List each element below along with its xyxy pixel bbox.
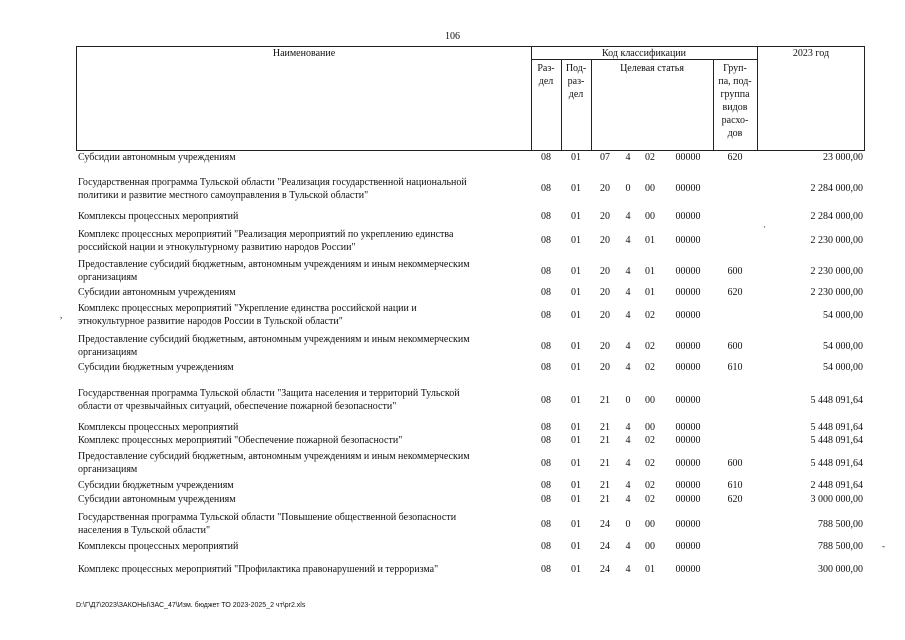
header-group: Груп- па, под- группа видов расхо- дов [718,63,752,139]
target-code-direction: 00000 [675,287,701,298]
target-code-type: 4 [625,362,631,373]
file-path-footer: D:\Г\Д7\2023\ЗАКОНЫ\ЗАС_47\Изм. бюджет ТО 2023-2025_2 чт\pr2.xls [76,602,306,609]
target-code-program: 20 [600,362,610,373]
row-name: Комплексы процессных мероприятий [78,421,239,433]
amount-2023: 2 284 000,00 [810,210,863,222]
section-code: 08 [541,309,551,321]
amount-2023: 5 448 091,64 [810,457,863,469]
expense-group-code: 620 [727,494,743,505]
amount-2023: 23 000,00 [823,152,863,163]
row-name: Субсидии автономным учреждениям [78,152,236,163]
row-name: Предоставление субсидий бюджетным, автономным учреждениям и иным некоммерческим организациям [78,259,470,283]
table-row [76,331,865,361]
row-name: Предоставление субсидий бюджетным, автономным учреждениям и иным некоммерческим организациям [78,451,470,475]
table-row [76,171,865,206]
amount-2023: 2 230 000,00 [810,235,863,246]
target-code-program: 21 [600,494,610,505]
section-code: 08 [541,340,551,352]
target-code-program: 24 [600,518,610,530]
row-name: Субсидии бюджетным учреждениям [78,480,234,491]
header-code-group: Код классификации [601,48,687,59]
target-code-direction: 00000 [675,394,701,406]
section-code: 08 [541,563,551,575]
section-code: 08 [541,394,551,406]
amount-2023: 2 448 091,64 [810,480,863,491]
subsection-code: 01 [571,340,581,352]
section-code: 08 [541,518,551,530]
target-code-program: 21 [600,435,610,446]
target-code-type: 4 [625,435,631,446]
table-row [76,301,865,329]
table-row [76,256,865,286]
section-code: 08 [541,235,551,246]
target-code-direction: 00000 [675,518,701,530]
row-name: Комплекс процессных мероприятий "Укрепление единства российской нации и этнокультурное развитие народов России в Тульской области" [78,303,417,327]
row-name: Государственная программа Тульской области "Защита населения и территорий Тульской области от чрезвычайных ситуаций, обеспечение пожарной безопасности" [78,388,460,412]
target-code-type: 4 [625,210,631,222]
amount-2023: 788 500,00 [818,541,863,552]
target-code-type: 0 [625,518,631,530]
expense-group-code [713,301,757,329]
subsection-code: 01 [571,362,581,373]
subsection-code: 01 [571,494,581,505]
subsection-code: 01 [571,518,581,530]
header-target-article: Целевая статья [620,63,684,74]
section-code: 08 [541,210,551,222]
target-code-direction: 00000 [675,152,701,163]
section-code: 08 [541,457,551,469]
target-code-subprogram: 00 [645,183,655,194]
expense-group-code [713,380,757,420]
section-code: 08 [541,183,551,194]
target-code-program: 20 [600,309,610,321]
expense-group-code: 610 [727,480,743,491]
target-code-direction: 00000 [675,563,701,575]
target-code-direction: 00000 [675,362,701,373]
target-code-subprogram: 01 [645,235,655,246]
amount-2023: 2 230 000,00 [810,265,863,277]
section-code: 08 [541,421,551,433]
row-name: Комплекс процессных мероприятий "Обеспечение пожарной безопасности" [78,435,403,446]
target-code-program: 20 [600,265,610,277]
row-name: Субсидии автономным учреждениям [78,494,236,505]
row-name: Субсидии автономным учреждениям [78,287,236,298]
target-code-type: 4 [625,457,631,469]
target-code-type: 4 [625,235,631,246]
target-code-type: 4 [625,309,631,321]
target-code-program: 21 [600,457,610,469]
amount-2023: 54 000,00 [823,340,863,352]
row-name: Комплекс процессных мероприятий "Реализация мероприятий по укреплению единства российской нации и этнокультурному развитию народов России" [78,228,454,253]
header-name: Наименование [272,48,336,59]
subsection-code: 01 [571,563,581,575]
row-name: Государственная программа Тульской области "Реализация государственной национальной политики и развитие местного самоуправления в Тульской области" [78,176,467,201]
expense-group-code: 620 [727,287,743,298]
target-code-type: 4 [625,421,631,433]
target-code-type: 4 [625,480,631,491]
target-code-type: 4 [625,494,631,505]
target-code-direction: 00000 [675,480,701,491]
expense-group-code [713,208,757,224]
expense-group-code [713,434,757,447]
table-row [76,434,865,447]
target-code-subprogram: 00 [645,518,655,530]
target-code-subprogram: 01 [645,287,655,298]
target-code-direction: 00000 [675,235,701,246]
header-divider [757,47,758,151]
section-code: 08 [541,152,551,163]
subsection-code: 01 [571,541,581,552]
section-code: 08 [541,362,551,373]
table-row [76,420,865,434]
target-code-type: 4 [625,265,631,277]
target-code-program: 07 [600,152,610,163]
target-code-subprogram: 02 [645,362,655,373]
target-code-subprogram: 00 [645,394,655,406]
expense-group-code: 600 [727,340,743,352]
amount-2023: 2 284 000,00 [810,183,863,194]
target-code-program: 20 [600,210,610,222]
target-code-program: 20 [600,183,610,194]
target-code-program: 24 [600,563,610,575]
amount-2023: 54 000,00 [823,309,863,321]
row-name: Предоставление субсидий бюджетным, автономным учреждениям и иным некоммерческим организациям [78,334,470,358]
amount-2023: 5 448 091,64 [810,435,863,446]
expense-group-code: 600 [727,457,743,469]
target-code-direction: 00000 [675,457,701,469]
header-section: Раз- дел [537,63,555,87]
table-row [76,208,865,224]
table-row [76,448,865,478]
target-code-subprogram: 00 [645,210,655,222]
section-code: 08 [541,494,551,505]
row-name: Комплекс процессных мероприятий "Профилактика правонарушений и терроризма" [78,563,439,575]
target-code-type: 4 [625,541,631,552]
table-row [76,509,865,539]
subsection-code: 01 [571,421,581,433]
section-code: 08 [541,265,551,277]
section-code: 08 [541,541,551,552]
target-code-program: 21 [600,421,610,433]
amount-2023: 3 000 000,00 [810,494,863,505]
expense-group-code [713,420,757,434]
amount-2023: 2 230 000,00 [810,287,863,298]
section-code: 08 [541,435,551,446]
section-code: 08 [541,287,551,298]
subsection-code: 01 [571,210,581,222]
amount-2023: 5 448 091,64 [810,421,863,433]
target-code-subprogram: 02 [645,435,655,446]
target-code-subprogram: 02 [645,494,655,505]
subsection-code: 01 [571,309,581,321]
target-code-direction: 00000 [675,541,701,552]
target-code-direction: 00000 [675,210,701,222]
expense-group-code: 620 [727,152,743,163]
target-code-program: 20 [600,235,610,246]
subsection-code: 01 [571,457,581,469]
table-row [76,380,865,420]
table-row [76,493,865,506]
amount-2023: 54 000,00 [823,362,863,373]
stray-mark: , [60,310,63,320]
target-code-direction: 00000 [675,265,701,277]
target-code-subprogram: 01 [645,563,655,575]
stray-mark: · [763,222,766,232]
target-code-program: 20 [600,340,610,352]
table-row [76,226,865,255]
target-code-direction: 00000 [675,340,701,352]
expense-group-code [713,540,757,553]
row-name: Субсидии бюджетным учреждениям [78,362,234,373]
table-row [76,540,865,553]
target-code-type: 4 [625,287,631,298]
stray-mark: - [882,541,885,551]
amount-2023: 300 000,00 [818,563,863,575]
subsection-code: 01 [571,152,581,163]
expense-group-code [713,560,757,578]
subsection-code: 01 [571,265,581,277]
subsection-code: 01 [571,235,581,246]
target-code-type: 0 [625,394,631,406]
target-code-direction: 00000 [675,421,701,433]
table-row [76,479,865,492]
target-code-program: 20 [600,287,610,298]
table-row [76,286,865,299]
row-name: Комплексы процессных мероприятий [78,210,239,222]
amount-2023: 788 500,00 [818,518,863,530]
target-code-program: 21 [600,480,610,491]
row-name: Государственная программа Тульской области "Повышение общественной безопасности населения в Тульской области" [78,512,457,536]
target-code-subprogram: 00 [645,541,655,552]
target-code-subprogram: 02 [645,309,655,321]
table-header [76,46,865,151]
row-name: Комплексы процессных мероприятий [78,541,239,552]
target-code-direction: 00000 [675,183,701,194]
target-code-type: 4 [625,340,631,352]
target-code-subprogram: 02 [645,152,655,163]
subsection-code: 01 [571,435,581,446]
amount-2023: 5 448 091,64 [810,394,863,406]
table-row [76,560,865,578]
target-code-program: 24 [600,541,610,552]
expense-group-code [713,226,757,255]
table-row [76,151,865,164]
page-number: 106 [445,31,460,42]
table-row [76,361,865,374]
expense-group-code [713,171,757,206]
subsection-code: 01 [571,394,581,406]
subsection-code: 01 [571,480,581,491]
target-code-direction: 00000 [675,494,701,505]
subsection-code: 01 [571,287,581,298]
target-code-program: 21 [600,394,610,406]
header-year: 2023 год [792,48,830,59]
target-code-subprogram: 02 [645,340,655,352]
target-code-subprogram: 02 [645,457,655,469]
expense-group-code: 600 [727,265,743,277]
header-subsection: Под- раз- дел [565,63,587,100]
target-code-subprogram: 00 [645,421,655,433]
subsection-code: 01 [571,183,581,194]
target-code-direction: 00000 [675,435,701,446]
section-code: 08 [541,480,551,491]
target-code-type: 4 [625,563,631,575]
target-code-subprogram: 02 [645,480,655,491]
target-code-type: 0 [625,183,631,194]
target-code-type: 4 [625,152,631,163]
target-code-direction: 00000 [675,309,701,321]
expense-group-code [713,509,757,539]
target-code-subprogram: 01 [645,265,655,277]
expense-group-code: 610 [727,362,743,373]
